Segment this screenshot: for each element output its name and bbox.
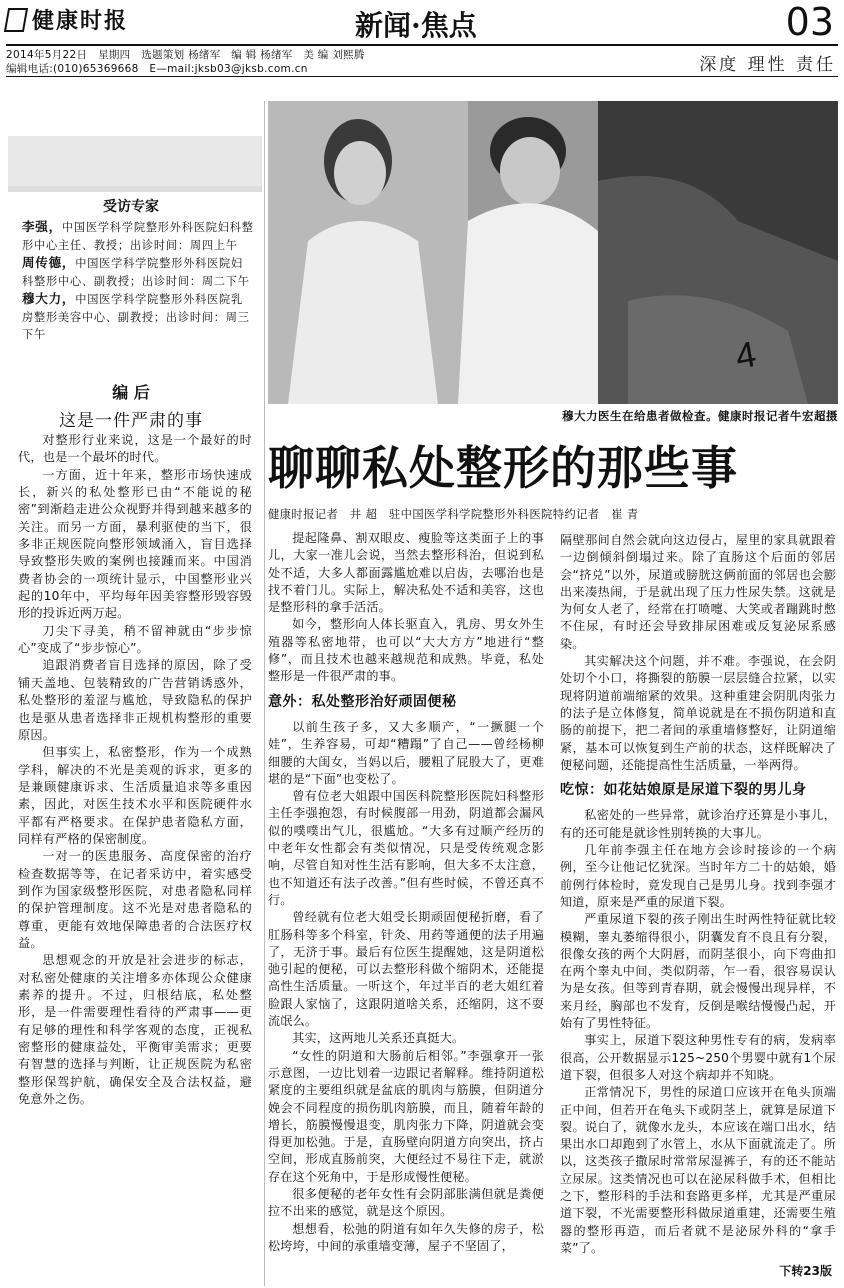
paragraph: 思想观念的开放是社会进步的标志，对私密处健康的关注增多亦体现公众健康素养的提升。不过，归根结底，私处整形，是一件需要理性看待的严肃事——更有足够的理性和科学客观的态度，正视私密整形的健康益处，平衡审美需求；更要有智慧的选择与判断，让正规医院为私密整形保驾护航，确保安全及合法权益，避免意外之伤。 bbox=[18, 953, 252, 1107]
photo-illustration bbox=[268, 101, 838, 404]
expert-item: 周传德，中国医学科学院整形外科医院妇科整形中心、副教授；出诊时间：周二下午 bbox=[22, 255, 250, 288]
article-column-1 bbox=[268, 530, 544, 1255]
paragraph: 私密处的一些异常，就诊治疗还算是小事儿，有的还可能是就诊性别转换的大事儿。 bbox=[560, 808, 836, 840]
paragraph: 一方面，近十年来，整形市场快速成长，新兴的私处整形已由“不能说的秘密”到渐趋走进公众视野并得到越来越多的关注。而另一方面，暴利驱使的当下，很多非正规医院向整形领域涌入，盲目选择导致整形失败的案例也接踵而来。中国消费者协会的一项统计显示，中国整形业兴起的10年中，平均每年因美容整形毁容毁形的投诉近两万起。 bbox=[18, 467, 252, 621]
paragraph: 严重尿道下裂的孩子刚出生时两性特征就比较模糊，睾丸萎缩得很小，阴囊发育不良且有分裂，很像女孩的两个大阴唇，而阴茎很小，向下弯曲扣在两个睾丸中间，类似阴蒂，乍一看，很容易误认为是女孩。但等到青春期，就会慢慢出现异样，不来月经，胸部也不发育，反倒是喉结慢慢凸起，开始有了男性特征。 bbox=[560, 912, 836, 1031]
sidebar-banner bbox=[8, 136, 262, 186]
paragraph: 事实上，尿道下裂这种男性专有的病，发病率很高，公开数据显示125~250个男婴中就有1个尿道下裂，但很多人对这个病却并不知晓。 bbox=[560, 1033, 836, 1082]
paragraph: 但事实上，私密整形，作为一个成熟学科，解决的不光是美观的诉求，更多的是兼顾健康诉求、生活质量追求等多重因素，因此，对医生技术水平和医院硬件水平都有严格要求。在保护患者隐私方面，同样有严格的保密制度。 bbox=[18, 745, 252, 846]
logo-mark-icon bbox=[4, 8, 28, 32]
experts-list bbox=[22, 218, 254, 344]
article-column-2 bbox=[560, 532, 836, 1257]
section-title: 新闻·焦点 bbox=[355, 9, 477, 42]
paragraph: “女性的阴道和大肠前后相邻。”李强拿开一张示意图，一边比划着一边跟记者解释。维持阴道松紧度的主要组织就是盆底的肌肉与筋膜，但阴道分娩会不同程度的损伤肌肉筋膜，而且，随着年龄的增长，筋膜慢慢退变，肌肉张力下降，阴道就会变得更加松弛。于是，直肠壁向阴道方向突出，挤占空间，形成直肠前突，大便经过不易往下走，就淤存在这个死角中，于是形成慢性便秘。 bbox=[268, 1048, 544, 1184]
contact-meta: 编辑电话:(010)65369668 E—mail:jksb03@jksb.com.cn bbox=[6, 63, 308, 75]
paragraph: 以前生孩子多，又大多顺产，“一撅腿一个娃”，生养容易，可却“糟蹋”了自己——曾经杨柳细腰的大闺女，当妈以后，腰粗了屁股大了，更难堪的是“下面”也变松了。 bbox=[268, 719, 544, 786]
paragraph: 隔壁那间自然会就向这边侵占，屋里的家具就跟着一边倒倾斜倒塌过来。除了直肠这个后面的邻居会“挤兑”以外，尿道或膀胱这俩前面的邻居也会膨出来凑热闹，于是就出现了压力性尿失禁。这就是为何女人老了，经常在打喷嚏、大笑或者蹦跳时憋不住尿，有时还会导致排尿困难或反复泌尿系感染。 bbox=[560, 533, 836, 651]
bed-number: 4 bbox=[732, 333, 760, 377]
page-number: 03 bbox=[785, 0, 834, 44]
news-photo bbox=[268, 101, 838, 404]
paragraph: 如今，整形向人体长驱直入，乳房、男女外生殖器等私密地带，也可以“大大方方”地进行“整修”，而且技术也越来越规范和成熟。毕竟，私处整形是一件很严肃的事。 bbox=[268, 617, 544, 684]
paragraph: 很多便秘的老年女性有会阴部胀满但就是粪便拉不出来的感觉，就是这个原因。 bbox=[268, 1186, 544, 1219]
editorial-title: 这是一件严肃的事 bbox=[59, 411, 203, 431]
expert-item: 穆大力，中国医学科学院整形外科医院乳房整形美容中心、副教授；出诊时间：周三下午 bbox=[22, 291, 250, 341]
paragraph: 其实解决这个问题，并不难。李强说，在会阴处切个小口，将撕裂的筋膜一层层缝合拉紧，以实现将阴道前端缩紧的效果。这种重建会阴肌肉张力的法子是立体修复，简单说就是在不损伤阴道和直肠的前提下，把二者间的承重墙修整好，让阴道缩紧，基本可以恢复到生产前的状态，这样既解决了便秘问题，还能提高性生活质量，一举两得。 bbox=[560, 654, 836, 772]
paragraph: 一对一的医患服务、高度保密的治疗检查数据等等，在记者采访中，着实感受到作为国家级整形医院，对患者隐私同样的保护管理制度。这不光是对患者隐私的尊重，更能有效地保障患者的合法医疗权益。 bbox=[18, 849, 252, 950]
continued-note: 下转23版 bbox=[779, 1264, 832, 1278]
subheading: 意外：私处整形治好顽固便秘 bbox=[268, 693, 457, 710]
paragraph: 对整形行业来说，这是一个最好的时代，也是一个最坏的时代。 bbox=[18, 433, 252, 465]
header-rule-thin bbox=[6, 76, 838, 77]
paragraph: 提起隆鼻、割双眼皮、瘦脸等这类面子上的事儿，大家一准儿会说，当然去整形科治，但说到私处不适，大多人都面露尴尬难以启齿，去哪治也是找不着门儿。实际上，解决私处不适和美容，这也是整形科的拿手活活。 bbox=[268, 531, 544, 615]
masthead bbox=[0, 0, 844, 46]
column-divider bbox=[264, 101, 265, 1286]
paragraph: 追跟消费者盲目选择的原因，除了受铺天盖地、包装精致的广告营销诱惑外，私处整形的羞涩与尴尬，导致隐私的保护也是驱从患者选择非正规机构整形的重要原因。 bbox=[18, 658, 252, 742]
paragraph: 曾有位老大姐跟中国医科院整形医院妇科整形主任李强抱怨，有时候腹部一用劲，阴道都会漏风似的噗噗出气儿，很尴尬。“大多有过顺产经历的中老年女性都会有类似情况，只是受传统观念影响，尽管自知对性生活有影响，但大多不太注意，也不知道还有法子改善。”但有些时候，不曾还真不行。 bbox=[268, 789, 544, 907]
editorial-body bbox=[18, 432, 252, 1108]
paragraph: 曾经就有位老大姐受长期顽固便秘折磨，看了肛肠科等多个科室，针灸、用药等通便的法子用遍了，无济于事。最后有位医生提醒她，这是阴道松弛引起的便秘，可以去整形科做个缩阴术，还能提高性生活质量。一听这个，年过半百的老大姐红着脸跟人家恼了，这跟阴道啥关系，还缩阴，这不耍流氓么。 bbox=[268, 910, 544, 1029]
subheading: 吃惊：如花姑娘原是尿道下裂的男儿身 bbox=[560, 782, 807, 799]
header-rule bbox=[6, 44, 838, 46]
paragraph: 想想看，松弛的阴道有如年久失修的房子，松松垮垮，中间的承重墙变薄，屋子不坚固了， bbox=[268, 1221, 544, 1253]
paragraph: 正常情况下，男性的尿道口应该开在龟头顶端正中间，但若开在龟头下或阴茎上，就算是尿道下裂。说白了，就像水龙头，本应该在端口出水，结果出水口却跑到了水管上，水从下面就流走了。所以，这类孩子撒尿时常常尿湿裤子，有的还不能站立尿尿。这类情况也可以在泌尿科做手术，但相比之下，整形科的手法和套路更多样，尤其是严重尿道下裂，不光需要整形科做尿道重建，还需要生殖器的整形再造，而后者就不是泌尿外科的“拿手菜”了。 bbox=[560, 1085, 836, 1255]
newspaper-logo bbox=[6, 4, 128, 35]
paragraph: 刀尖下寻美，稍不留神就由“步步惊心”变成了“步步惊心”。 bbox=[18, 623, 252, 656]
editor-meta: 2014年5月22日 星期四 选题策划 杨绪军 编 辑 杨绪军 美 编 刘熙腾 bbox=[6, 49, 365, 61]
experts-title: 受访专家 bbox=[103, 199, 159, 215]
paragraph: 几年前李强主任在地方会诊时接诊的一个病例，至今让他记忆犹深。当时年方二十的姑娘，婚前例行体检时，竟发现自己是男儿身。找到李强才知道，原来是严重的尿道下裂。 bbox=[560, 843, 836, 909]
logo-text: 健康时报 bbox=[32, 8, 129, 34]
article-byline: 健康时报记者 井 超 驻中国医学科学院整形外科医院特约记者 崔 青 bbox=[268, 508, 639, 521]
slogan: 深度 理性 责任 bbox=[699, 55, 836, 75]
paragraph: 其实，这两地儿关系还真挺大。 bbox=[292, 1031, 465, 1046]
article-headline: 聊聊私处整形的那些事 bbox=[268, 441, 738, 495]
sidebar bbox=[0, 136, 262, 1286]
editorial-head: 编 后 bbox=[112, 383, 150, 402]
expert-item: 李强，中国医学科学院整形外科医院妇科整形中心主任、教授；出诊时间：周四上午 bbox=[22, 219, 254, 252]
photo-caption: 穆大力医生在给患者做检查。健康时报记者牛宏超摄 bbox=[562, 409, 838, 423]
